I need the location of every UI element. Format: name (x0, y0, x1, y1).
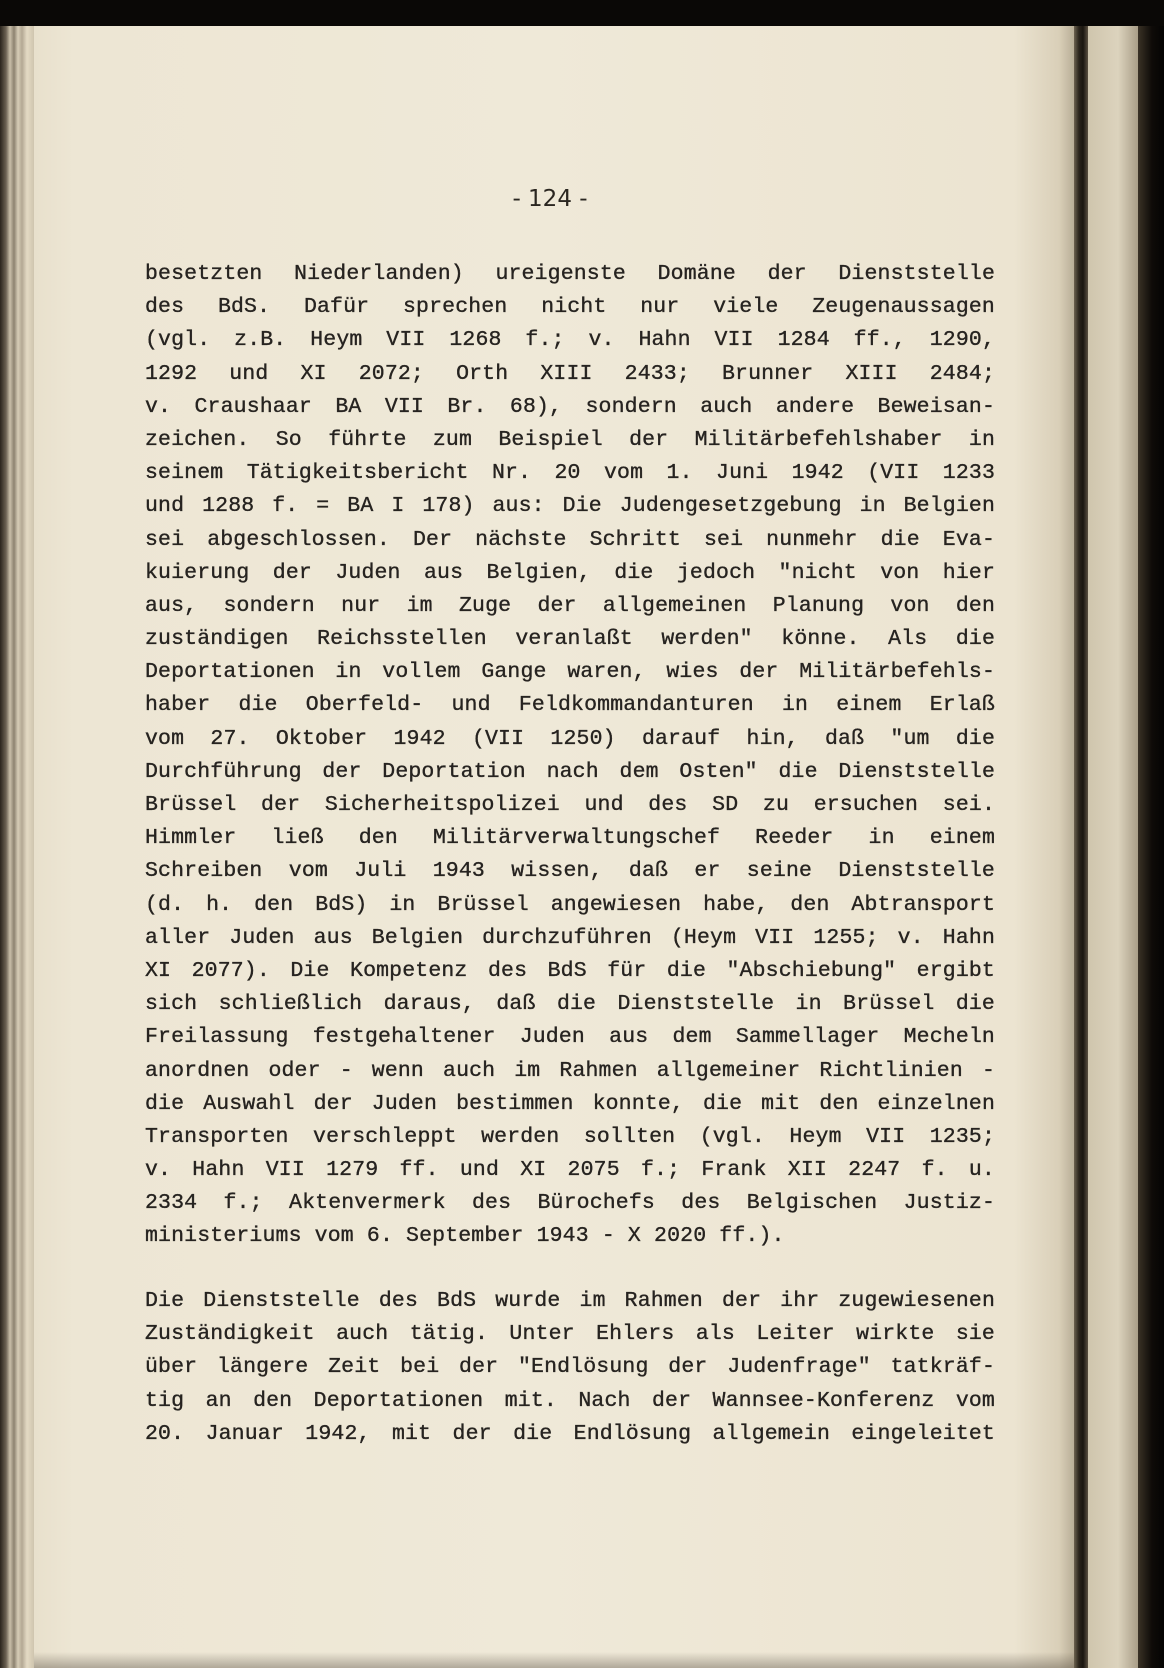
text-line: Zuständigkeit auch tätig. Unter Ehlers als Leiter wirkte sie (145, 1322, 995, 1347)
text-line: und 1288 f. = BA I 178) aus: Die Judengesetzgebung in Belgien (145, 494, 995, 519)
book-gutter (1074, 26, 1088, 1668)
text-line: (vgl. z.B. Heym VII 1268 f.; v. Hahn VII 1284 ff., 1290, (145, 328, 995, 353)
text-line: v. Hahn VII 1279 ff. und XI 2075 f.; Frank XII 2247 f. u. (145, 1158, 995, 1183)
text-line: 20. Januar 1942, mit der die Endlösung allgemein eingeleitet (145, 1421, 995, 1446)
text-line: tig an den Deportationen mit. Nach der Wannsee-Konferenz vom (145, 1388, 995, 1413)
text-line: vom 27. Oktober 1942 (VII 1250) darauf hin, daß "um die (145, 726, 995, 751)
text-line: zeichen. So führte zum Beispiel der Militärbefehlshaber in (145, 427, 995, 452)
stacked-page-edges (0, 26, 34, 1668)
text-line: sei abgeschlossen. Der nächste Schritt sei nunmehr die Eva- (145, 527, 995, 552)
text-line: v. Craushaar BA VII Br. 68), sondern auch andere Beweisan- (145, 394, 995, 419)
text-line: Transporten verschleppt werden sollten (vgl. Heym VII 1235; (145, 1124, 995, 1149)
text-line: anordnen oder - wenn auch im Rahmen allgemeiner Richtlinien - (145, 1058, 995, 1083)
text-line: seinem Tätigkeitsbericht Nr. 20 vom 1. Juni 1942 (VII 1233 (145, 461, 995, 486)
text-line: (d. h. den BdS) in Brüssel angewiesen habe, den Abtransport (145, 892, 995, 917)
paragraph-1 (145, 258, 995, 1254)
page-bottom-shadow (34, 1652, 1074, 1668)
text-line: Deportationen in vollem Gange waren, wies der Militärbefehls- (145, 660, 995, 685)
text-line: sich schließlich daraus, daß die Dienststelle in Brüssel die (145, 992, 995, 1017)
text-line: Freilassung festgehaltener Juden aus dem Sammellager Mecheln (145, 1025, 995, 1050)
text-line: kuierung der Juden aus Belgien, die jedoch "nicht von hier (145, 560, 995, 585)
scan-right-border (1138, 26, 1164, 1668)
scan-top-border (0, 0, 1164, 26)
text-line: aus, sondern nur im Zuge der allgemeinen Planung von den (145, 593, 995, 618)
text-line: des BdS. Dafür sprechen nicht nur viele Zeugenaussagen (145, 295, 995, 320)
text-line: Durchführung der Deportation nach dem Osten" die Dienststelle (145, 759, 995, 784)
page-number: - 124 - (512, 186, 588, 212)
paragraph-2 (145, 1285, 995, 1451)
text-line: ministeriums vom 6. September 1943 - X 2020 ff.). (145, 1224, 785, 1249)
text-line: Himmler ließ den Militärverwaltungschef Reeder in einem (145, 826, 995, 851)
text-line: 1292 und XI 2072; Orth XIII 2433; Brunner XIII 2484; (145, 361, 995, 386)
text-line: 2334 f.; Aktenvermerk des Bürochefs des Belgischen Justiz- (145, 1191, 995, 1216)
text-line: die Auswahl der Juden bestimmen konnte, die mit den einzelnen (145, 1091, 995, 1116)
text-line: über längere Zeit bei der "Endlösung der Judenfrage" tatkräf- (145, 1355, 995, 1380)
facing-page-edge (1088, 26, 1138, 1668)
text-line: zuständigen Reichsstellen veranlaßt werden" könne. Als die (145, 627, 995, 652)
text-line: aller Juden aus Belgien durchzuführen (Heym VII 1255; v. Hahn (145, 925, 995, 950)
text-line: Schreiben vom Juli 1943 wissen, daß er seine Dienststelle (145, 859, 995, 884)
text-line: haber die Oberfeld- und Feldkommandanturen in einem Erlaß (145, 693, 995, 718)
text-line: Brüssel der Sicherheitspolizei und des SD zu ersuchen sei. (145, 793, 995, 817)
text-line: XI 2077). Die Kompetenz des BdS für die "Abschiebung" ergibt (145, 958, 995, 983)
text-line: besetzten Niederlanden) ureigenste Domäne der Dienststelle (145, 262, 995, 286)
text-line: Die Dienststelle des BdS wurde im Rahmen der ihr zugewiesenen (145, 1289, 995, 1313)
